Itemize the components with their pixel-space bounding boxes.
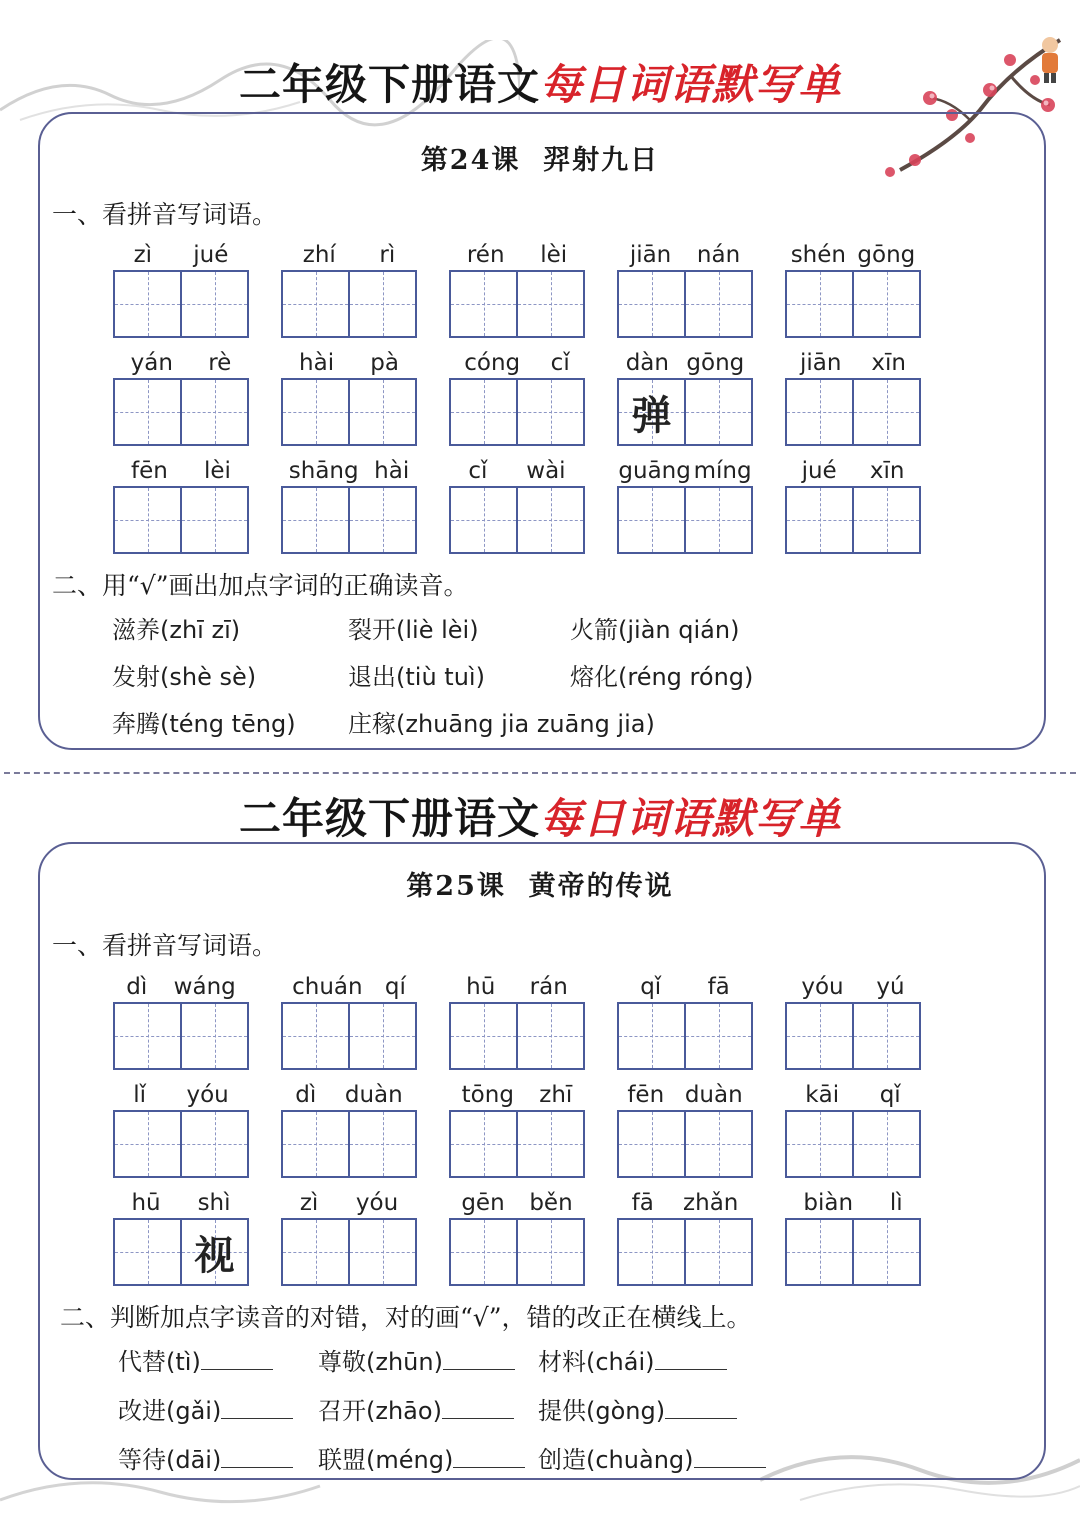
pinyin-label: fēn duàn — [627, 1082, 743, 1108]
tian-grid-box[interactable] — [617, 1002, 753, 1070]
word-item — [281, 1182, 449, 1286]
reading-item[interactable]: 奔腾(téng tēng) — [112, 710, 296, 738]
word-item — [113, 1182, 281, 1286]
tian-grid-box[interactable] — [617, 486, 753, 554]
answer-blank[interactable] — [655, 1349, 727, 1370]
pinyin-label: dì wáng — [126, 974, 236, 1000]
writing-cell[interactable] — [115, 380, 180, 444]
pinyin-label: hū rán — [466, 974, 568, 1000]
pinyin-label: zhí rì — [302, 242, 396, 268]
word-item — [449, 342, 617, 446]
pinyin-label: jiān xīn — [799, 350, 906, 376]
tian-grid-box[interactable] — [449, 486, 585, 554]
judge-item: 材料(chái) — [538, 1342, 938, 1377]
word-item — [449, 234, 617, 338]
tian-grid-box[interactable] — [785, 1110, 921, 1178]
reading-item[interactable]: 滋养(zhī zī) — [112, 616, 241, 644]
writing-cell[interactable] — [451, 1004, 516, 1068]
writing-cell[interactable] — [852, 1220, 919, 1284]
word-item — [281, 234, 449, 338]
word-item — [449, 966, 617, 1070]
writing-cell[interactable] — [684, 1112, 751, 1176]
word-item — [449, 450, 617, 554]
writing-cell[interactable] — [619, 1112, 684, 1176]
writing-cell[interactable] — [516, 1004, 583, 1068]
tian-grid-box[interactable] — [449, 378, 585, 446]
word-item — [617, 342, 785, 446]
writing-cell[interactable] — [619, 1004, 684, 1068]
word-item — [449, 1182, 617, 1286]
reading-item[interactable]: 庄稼(zhuāng jia zuāng jia) — [348, 710, 655, 738]
writing-cell[interactable] — [619, 488, 684, 552]
writing-cell[interactable] — [180, 1004, 247, 1068]
word-item — [785, 342, 953, 446]
tian-grid-box[interactable] — [113, 1002, 249, 1070]
tian-grid-box[interactable] — [617, 378, 753, 446]
word-item — [113, 234, 281, 338]
reading-item[interactable]: 退出(tiù tuì) — [348, 663, 485, 691]
tian-grid-box[interactable] — [617, 1110, 753, 1178]
pinyin-label: hū shì — [131, 1190, 231, 1216]
tian-grid-box[interactable] — [617, 1218, 753, 1286]
writing-cell[interactable]: 弹 — [619, 380, 684, 444]
writing-cell[interactable] — [787, 1112, 852, 1176]
word-item — [281, 966, 449, 1070]
answer-blank[interactable] — [201, 1349, 273, 1370]
tian-grid-box[interactable] — [785, 486, 921, 554]
pinyin-label: tōng zhī — [461, 1082, 573, 1108]
answer-blank[interactable] — [694, 1447, 766, 1468]
reading-item[interactable]: 火箭(jiàn qián) — [570, 616, 740, 644]
word-item — [449, 1074, 617, 1178]
writing-cell[interactable] — [180, 272, 247, 336]
writing-cell[interactable]: 视 — [180, 1220, 247, 1284]
tian-grid-box[interactable] — [281, 1110, 417, 1178]
writing-cell[interactable] — [852, 380, 919, 444]
tian-grid-box[interactable] — [281, 1002, 417, 1070]
tian-grid-box[interactable] — [785, 1218, 921, 1286]
answer-blank[interactable] — [443, 1349, 515, 1370]
reading-item[interactable]: 发射(shè sè) — [112, 663, 257, 691]
word-item — [785, 1074, 953, 1178]
tian-grid-box[interactable] — [113, 486, 249, 554]
answer-blank[interactable] — [442, 1398, 514, 1419]
writing-cell[interactable] — [283, 272, 348, 336]
tian-grid-box[interactable] — [785, 270, 921, 338]
writing-cell[interactable] — [684, 1004, 751, 1068]
judge-item: 代替(tì) — [118, 1342, 318, 1377]
pinyin-label: fēn lèi — [131, 458, 231, 484]
writing-cell[interactable] — [787, 380, 852, 444]
worksheet-2 — [0, 770, 1080, 1526]
writing-cell[interactable] — [283, 380, 348, 444]
writing-cell[interactable] — [516, 488, 583, 552]
writing-cell[interactable] — [516, 272, 583, 336]
pinyin-label: jué xīn — [801, 458, 905, 484]
worksheet-header — [0, 786, 1080, 846]
writing-cell[interactable] — [348, 1004, 415, 1068]
pinyin-label: guāng míng — [618, 458, 752, 484]
writing-cell[interactable] — [451, 380, 516, 444]
writing-cell[interactable] — [516, 380, 583, 444]
tian-grid-box[interactable] — [113, 1218, 249, 1286]
word-item — [617, 1074, 785, 1178]
pinyin-label: zì yóu — [299, 1190, 399, 1216]
writing-cell[interactable] — [619, 1220, 684, 1284]
word-item — [113, 450, 281, 554]
writing-cell[interactable] — [451, 1220, 516, 1284]
tian-grid-box[interactable] — [617, 270, 753, 338]
tian-grid-box[interactable] — [449, 270, 585, 338]
judge-item: 创造(chuàng) — [538, 1440, 938, 1475]
header-sheet-text: 每日词语默写单 — [540, 60, 842, 109]
header-grade-text: 二年级下册语文 — [238, 60, 540, 109]
writing-cell[interactable] — [852, 1112, 919, 1176]
judge-item: 尊敬(zhūn) — [318, 1342, 538, 1377]
pinyin-label: biàn lì — [803, 1190, 903, 1216]
pinyin-label: yóu yú — [801, 974, 905, 1000]
writing-cell[interactable] — [348, 272, 415, 336]
judge-item: 改进(gǎi) — [118, 1391, 318, 1426]
writing-cell[interactable] — [684, 1220, 751, 1284]
pinyin-label: shāng hài — [288, 458, 410, 484]
judge-item: 等待(dāi) — [118, 1440, 318, 1475]
writing-cell[interactable] — [787, 1004, 852, 1068]
pinyin-label: cǐ wài — [468, 458, 566, 484]
pinyin-label: kāi qǐ — [805, 1082, 901, 1108]
word-item — [113, 1074, 281, 1178]
tian-grid-box[interactable] — [449, 1218, 585, 1286]
pinyin-word-grid — [113, 966, 943, 1286]
pinyin-word-grid — [113, 234, 943, 554]
word-item — [113, 342, 281, 446]
writing-cell[interactable] — [283, 488, 348, 552]
word-item — [785, 450, 953, 554]
writing-cell[interactable] — [348, 380, 415, 444]
header-grade-text: 二年级下册语文 — [238, 794, 540, 843]
writing-cell[interactable] — [787, 488, 852, 552]
pinyin-label: cóng cǐ — [464, 350, 570, 376]
reading-item[interactable]: 熔化(réng róng) — [570, 663, 754, 691]
pinyin-label: lǐ yóu — [133, 1082, 229, 1108]
pinyin-label: dàn gōng — [625, 350, 745, 376]
writing-cell[interactable] — [787, 272, 852, 336]
tian-grid-box[interactable] — [113, 378, 249, 446]
judge-item: 召开(zhāo) — [318, 1391, 538, 1426]
word-item — [785, 234, 953, 338]
section-judge-title: 二、判断加点字读音的对错，对的画“√”，错的改正在横线上。 — [60, 1303, 752, 1332]
word-item — [617, 966, 785, 1070]
word-item — [281, 450, 449, 554]
word-item — [785, 966, 953, 1070]
writing-cell[interactable] — [619, 272, 684, 336]
writing-cell[interactable] — [451, 1112, 516, 1176]
lesson-title: 第25课 黄帝的传说 — [406, 871, 674, 902]
writing-cell[interactable] — [283, 1220, 348, 1284]
word-item — [281, 1074, 449, 1178]
judge-item: 联盟(méng) — [318, 1440, 538, 1475]
writing-cell[interactable] — [115, 488, 180, 552]
word-item — [617, 450, 785, 554]
judge-item: 提供(gòng) — [538, 1391, 938, 1426]
writing-cell[interactable] — [684, 380, 751, 444]
answer-blank[interactable] — [221, 1398, 293, 1419]
writing-cell[interactable] — [451, 488, 516, 552]
pinyin-label: rén lèi — [466, 242, 568, 268]
answer-blank[interactable] — [221, 1447, 293, 1468]
pinyin-label: chuán qí — [292, 974, 406, 1000]
tian-grid-box[interactable] — [281, 270, 417, 338]
writing-cell[interactable] — [451, 272, 516, 336]
word-item — [617, 1182, 785, 1286]
section-pinyin-title: 一、看拼音写词语。 — [52, 931, 278, 960]
lesson-title: 第24课 羿射九日 — [420, 145, 660, 176]
header-sheet-text: 每日词语默写单 — [540, 794, 842, 843]
writing-cell[interactable] — [852, 1004, 919, 1068]
writing-cell[interactable] — [115, 1220, 180, 1284]
answer-blank[interactable] — [665, 1398, 737, 1419]
judge-reading-list — [118, 1342, 978, 1475]
writing-cell[interactable] — [684, 272, 751, 336]
writing-cell[interactable] — [516, 1112, 583, 1176]
pinyin-label: dì duàn — [295, 1082, 403, 1108]
writing-cell[interactable] — [115, 1004, 180, 1068]
answer-blank[interactable] — [453, 1447, 525, 1468]
reading-item[interactable]: 裂开(liè lèi) — [348, 616, 479, 644]
tian-grid-box[interactable] — [281, 378, 417, 446]
tian-grid-box[interactable] — [449, 1110, 585, 1178]
writing-cell[interactable] — [283, 1112, 348, 1176]
worksheet-1 — [0, 0, 1080, 760]
writing-cell[interactable] — [115, 272, 180, 336]
word-item — [281, 342, 449, 446]
writing-cell[interactable] — [180, 488, 247, 552]
writing-cell[interactable] — [516, 1220, 583, 1284]
pinyin-label: shén gōng — [790, 242, 916, 268]
writing-cell[interactable] — [180, 1112, 247, 1176]
pinyin-label: zì jué — [133, 242, 229, 268]
tian-grid-box[interactable] — [785, 378, 921, 446]
writing-cell[interactable] — [180, 380, 247, 444]
tian-grid-box[interactable] — [449, 1002, 585, 1070]
tian-grid-box[interactable] — [113, 270, 249, 338]
word-item — [113, 966, 281, 1070]
writing-cell[interactable] — [348, 1112, 415, 1176]
worksheet-header — [0, 52, 1080, 112]
tian-grid-box[interactable] — [281, 486, 417, 554]
writing-cell[interactable] — [115, 1112, 180, 1176]
pinyin-label: yán rè — [130, 350, 232, 376]
tian-grid-box[interactable] — [281, 1218, 417, 1286]
pinyin-label: gēn běn — [461, 1190, 573, 1216]
writing-cell[interactable] — [283, 1004, 348, 1068]
reading-choice-list — [112, 610, 992, 739]
writing-cell[interactable] — [348, 1220, 415, 1284]
section-pinyin-title: 一、看拼音写词语。 — [52, 200, 278, 229]
word-item — [617, 234, 785, 338]
tian-grid-box[interactable] — [785, 1002, 921, 1070]
writing-cell[interactable] — [684, 488, 751, 552]
writing-cell[interactable] — [787, 1220, 852, 1284]
pinyin-label: hài pà — [299, 350, 399, 376]
writing-cell[interactable] — [852, 272, 919, 336]
writing-cell[interactable] — [852, 488, 919, 552]
tian-grid-box[interactable] — [113, 1110, 249, 1178]
pinyin-label: qǐ fā — [640, 974, 730, 1000]
section-reading-title: 二、用“√”画出加点字词的正确读音。 — [52, 571, 469, 600]
word-item — [785, 1182, 953, 1286]
pinyin-label: fā zhǎn — [631, 1190, 739, 1216]
pinyin-label: jiān nán — [629, 242, 741, 268]
writing-cell[interactable] — [348, 488, 415, 552]
